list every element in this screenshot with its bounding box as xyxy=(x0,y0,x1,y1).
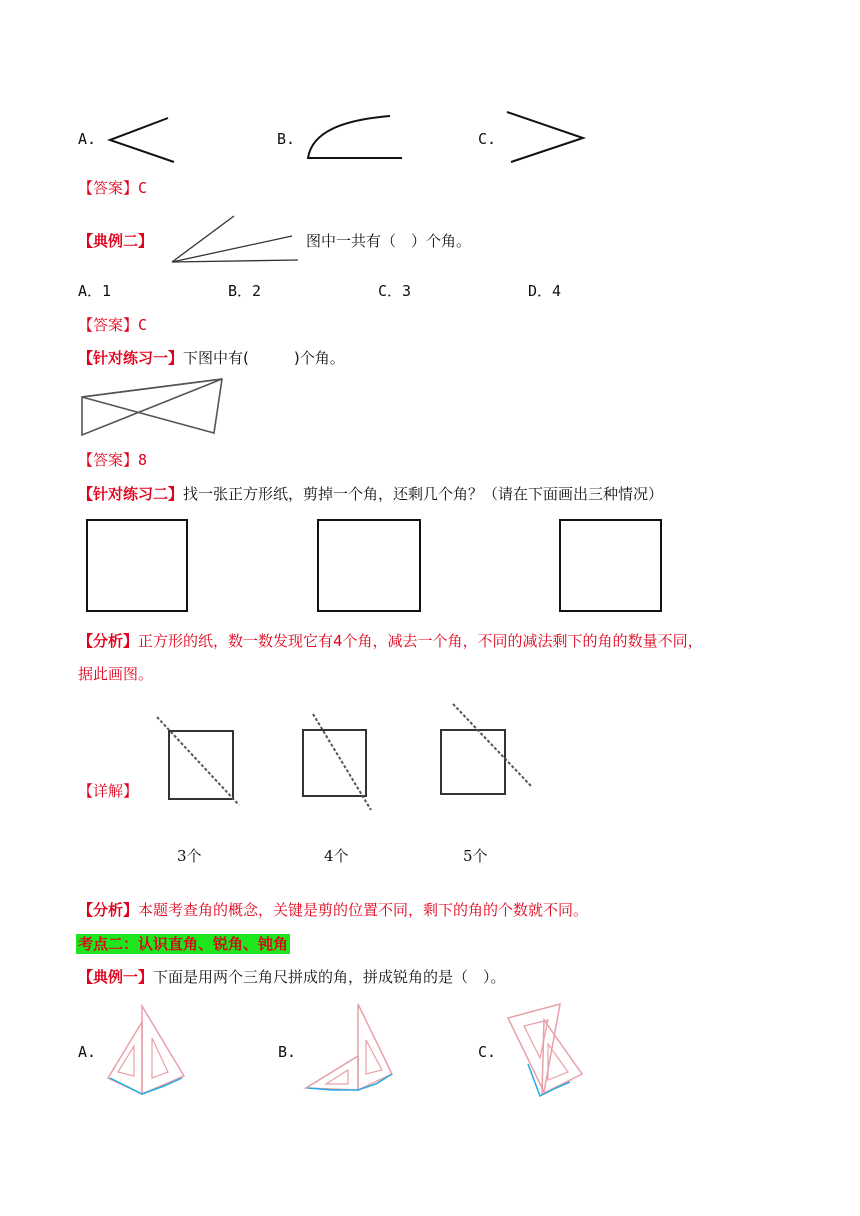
option-a-label-2: A. xyxy=(78,1043,97,1061)
analysis2-line xyxy=(78,900,588,920)
practice1-question: 下图中有( )个角。 xyxy=(183,349,345,367)
option-b-figure xyxy=(302,110,412,162)
answer-line-1 xyxy=(78,178,147,198)
example2-option-a: A．1 xyxy=(78,282,112,300)
option-c-figure xyxy=(505,110,589,166)
example1b-question: 下面是用两个三角尺拼成的角，拼成锐角的是（ ）。 xyxy=(153,968,506,986)
answer-tag: 【答案】 xyxy=(78,316,139,334)
option-b-label-2: B. xyxy=(278,1043,297,1061)
set-square-option-c xyxy=(504,1000,588,1100)
example2-option-d: D．4 xyxy=(528,282,562,300)
analysis-text-1: 正方形的纸，数一数发现它有4个角，减去一个角，不同的减法剩下的角的数量不同， xyxy=(138,632,703,650)
caption-3: 3个 xyxy=(177,847,202,865)
set-square-option-a xyxy=(104,1002,188,1098)
example2-angles-figure xyxy=(168,212,302,268)
cut-square-3-corners xyxy=(155,715,247,807)
practice2-line xyxy=(78,484,663,504)
example1b-line xyxy=(78,967,506,987)
analysis-line-1 xyxy=(78,631,703,651)
blank-square-1 xyxy=(86,519,188,612)
option-c-label: C. xyxy=(478,130,497,148)
answer-value: 8 xyxy=(138,451,148,469)
example1b-tag: 【典例一】 xyxy=(78,968,154,986)
answer-tag: 【答案】 xyxy=(78,179,139,197)
example2-option-b: B．2 xyxy=(228,282,262,300)
detail-tag: 【详解】 xyxy=(78,782,139,800)
set-square-option-b xyxy=(302,1000,396,1096)
caption-5: 5个 xyxy=(463,847,488,865)
bowtie-figure xyxy=(80,375,226,439)
blank-square-3 xyxy=(559,519,662,612)
answer-value: C xyxy=(138,179,148,197)
blank-square-2 xyxy=(317,519,421,612)
practice2-question: 找一张正方形纸，剪掉一个角，还剩几个角？（请在下面画出三种情况） xyxy=(183,485,664,503)
option-a-figure xyxy=(104,112,184,166)
analysis-tag: 【分析】 xyxy=(78,632,139,650)
answer-line-3 xyxy=(78,450,147,470)
option-a-label: A. xyxy=(78,130,97,148)
example2-tag: 【典例二】 xyxy=(78,232,154,250)
option-c-label-2: C. xyxy=(478,1043,497,1061)
section2-title: 考点二：认识直角、锐角、钝角 xyxy=(78,935,289,953)
cut-square-4-corners xyxy=(295,710,387,814)
example2-question: 图中一共有（ ）个角。 xyxy=(306,232,472,250)
caption-4: 4个 xyxy=(324,847,349,865)
example2-option-c: C．3 xyxy=(378,282,412,300)
option-b-label: B. xyxy=(277,130,296,148)
analysis2-text: 本题考查角的概念，关键是剪的位置不同，剩下的角的个数就不同。 xyxy=(138,901,589,919)
practice1-tag: 【针对练习一】 xyxy=(78,349,184,367)
answer-value: C xyxy=(138,316,148,334)
answer-tag: 【答案】 xyxy=(78,451,139,469)
practice1-line xyxy=(78,348,345,368)
answer-line-2 xyxy=(78,315,147,335)
analysis2-tag: 【分析】 xyxy=(78,901,139,919)
practice2-tag: 【针对练习二】 xyxy=(78,485,184,503)
cut-square-5-corners xyxy=(435,700,535,796)
analysis-text-2: 据此画图。 xyxy=(78,665,154,683)
